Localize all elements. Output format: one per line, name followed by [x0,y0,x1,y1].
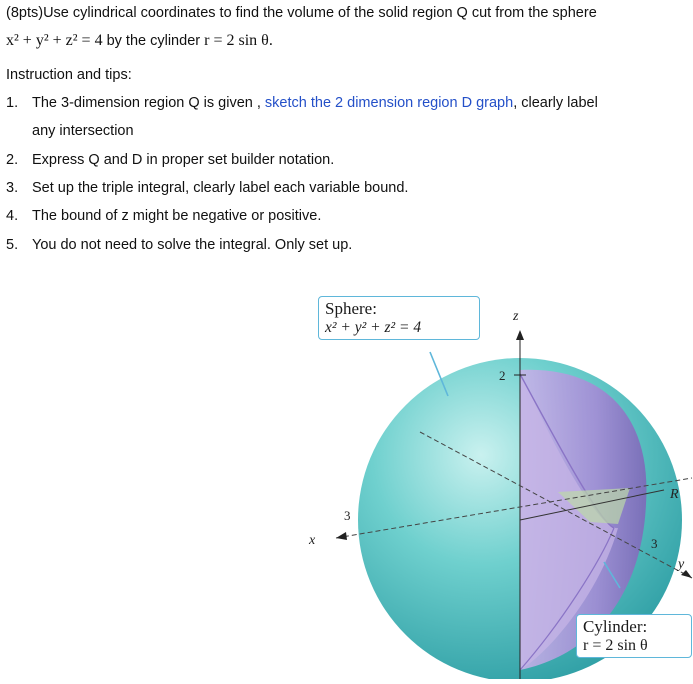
cylinder-callout [576,614,692,658]
sphere-equation: x² + y² + z² = 4 [6,32,103,49]
item-text-tail: , clearly label [513,95,598,111]
item-text: The bound of z might be negative or positive. [32,208,322,224]
instructions-heading: Instruction and tips: [6,67,132,83]
problem-line-2 [6,32,273,50]
instruction-item-1 [6,94,598,112]
problem-statement: (8pts)Use cylindrical coordinates to find the volume of the solid region Q cut from the sphere [6,5,597,21]
item-text: The 3-dimension region Q is given , [32,95,265,111]
by-the-cylinder-text: by the cylinder [102,33,205,49]
instruction-item-3 [6,179,408,197]
z-tick-label: 2 [499,368,506,383]
instruction-item-1-continued: any intersection [32,123,134,139]
sphere-callout [318,296,480,340]
sphere-cylinder-figure [300,292,693,679]
cylinder-equation: r = 2 sin θ. [204,32,273,49]
x-axis-label: x [309,533,316,548]
x-axis-arrow [336,532,347,540]
instruction-item-5 [6,236,352,254]
item-number: 5. [6,237,19,253]
x-tick-label: 3 [344,508,351,523]
item-text: Set up the triple integral, clearly label each variable bound. [32,180,409,196]
z-axis-arrow [516,330,524,340]
y-axis-label: y [678,557,685,572]
sketch-link-text: sketch the 2 dimension region D graph [264,95,514,111]
cylinder-callout-title: Cylinder: [583,617,648,636]
item-number: 2. [6,152,19,168]
item-text: Express Q and D in proper set builder notation. [32,152,335,168]
item-number: 3. [6,180,19,196]
sphere-callout-equation: x² + y² + z² = 4 [325,319,422,336]
cylinder-callout-equation: r = 2 sin θ [583,637,648,654]
instruction-item-4 [6,207,321,225]
instruction-item-2 [6,151,334,169]
r-axis-label: R [670,487,679,502]
problem-line-1 [6,4,597,22]
z-axis-label: z [513,309,519,324]
y-tick-label: 3 [651,536,658,551]
item-text: You do not need to solve the integral. Only set up. [32,237,353,253]
item-number: 1. [6,95,19,111]
sphere-callout-title: Sphere: [325,299,377,318]
item-number: 4. [6,208,19,224]
